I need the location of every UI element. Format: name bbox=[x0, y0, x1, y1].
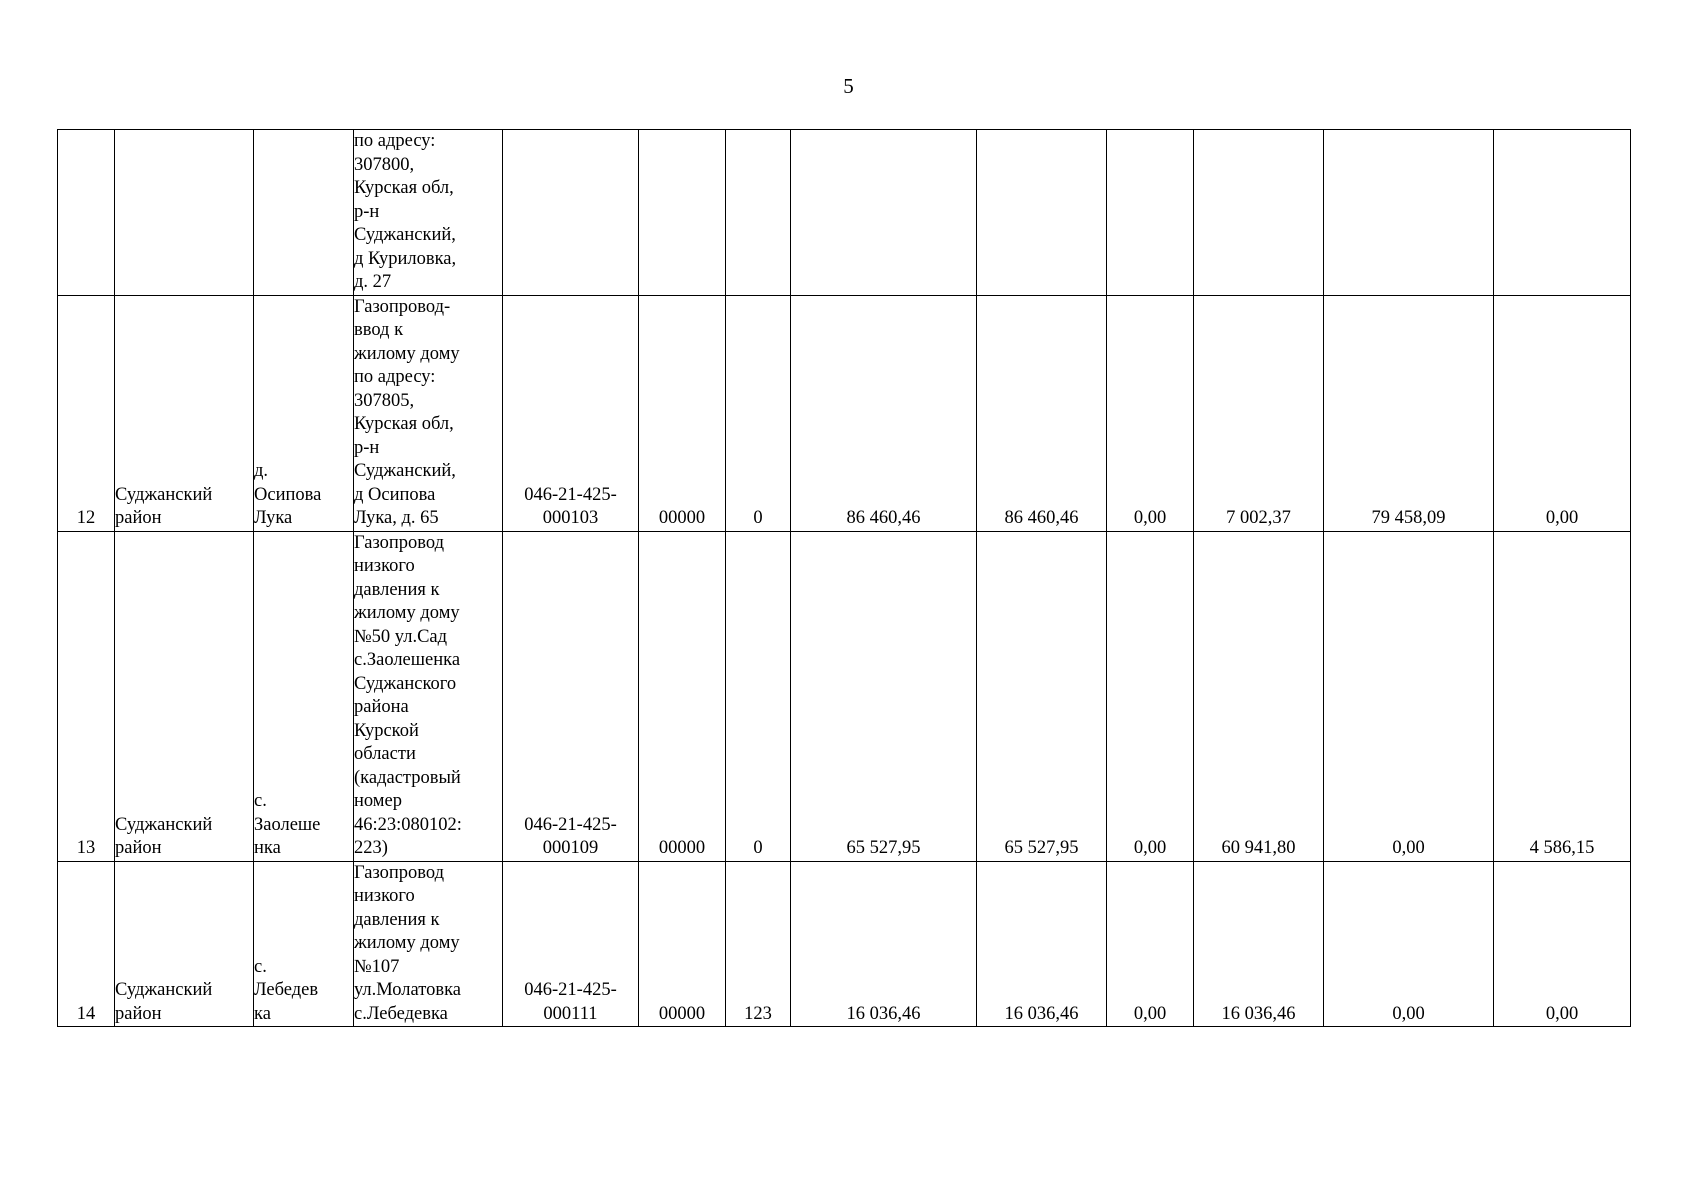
value-cell: 65 527,95 bbox=[791, 531, 977, 861]
value-cell: 16 036,46 bbox=[791, 861, 977, 1027]
settlement-cell: д. Осипова Лука bbox=[254, 295, 354, 531]
table-row bbox=[58, 531, 1631, 861]
value-cell: 16 036,46 bbox=[1194, 861, 1324, 1027]
row-number: 14 bbox=[58, 861, 115, 1027]
table-row bbox=[58, 130, 1631, 296]
row-number bbox=[58, 130, 115, 296]
inventory-code-cell bbox=[503, 130, 639, 296]
object-name-cell: Газопровод- ввод к жилому дому по адресу: 307805, Курская обл, р-н Суджанский, д Осипова Лука, д. 65 bbox=[354, 295, 503, 531]
value-cell: 0,00 bbox=[1324, 531, 1494, 861]
district-cell: Суджанский район bbox=[115, 295, 254, 531]
table-row bbox=[58, 861, 1631, 1027]
value-cell bbox=[791, 130, 977, 296]
page-number: 5 bbox=[843, 74, 854, 98]
value-cell: 0,00 bbox=[1107, 295, 1194, 531]
value-cell: 0 bbox=[726, 295, 791, 531]
table-row bbox=[58, 295, 1631, 531]
value-cell bbox=[726, 130, 791, 296]
value-cell: 86 460,46 bbox=[977, 295, 1107, 531]
value-cell bbox=[1194, 130, 1324, 296]
value-cell: 00000 bbox=[639, 531, 726, 861]
value-cell: 60 941,80 bbox=[1194, 531, 1324, 861]
settlement-cell: с. Лебедев ка bbox=[254, 861, 354, 1027]
row-number: 12 bbox=[58, 295, 115, 531]
value-cell bbox=[1107, 130, 1194, 296]
value-cell: 123 bbox=[726, 861, 791, 1027]
object-name-cell: Газопровод низкого давления к жилому дому №50 ул.Сад с.Заолешенка Суджанского района Курской области (кадастровый номер 46:23:080102: 223) bbox=[354, 531, 503, 861]
value-cell: 0,00 bbox=[1494, 295, 1631, 531]
objects-table bbox=[57, 129, 1631, 1027]
inventory-code-cell: 046-21-425- 000109 bbox=[503, 531, 639, 861]
value-cell: 0,00 bbox=[1107, 531, 1194, 861]
value-cell: 00000 bbox=[639, 861, 726, 1027]
inventory-code-cell: 046-21-425- 000111 bbox=[503, 861, 639, 1027]
value-cell bbox=[639, 130, 726, 296]
settlement-cell bbox=[254, 130, 354, 296]
value-cell bbox=[977, 130, 1107, 296]
value-cell: 0,00 bbox=[1324, 861, 1494, 1027]
value-cell: 86 460,46 bbox=[791, 295, 977, 531]
inventory-code-cell: 046-21-425- 000103 bbox=[503, 295, 639, 531]
value-cell: 16 036,46 bbox=[977, 861, 1107, 1027]
value-cell bbox=[1494, 130, 1631, 296]
value-cell: 79 458,09 bbox=[1324, 295, 1494, 531]
value-cell: 00000 bbox=[639, 295, 726, 531]
value-cell: 7 002,37 bbox=[1194, 295, 1324, 531]
value-cell: 0,00 bbox=[1494, 861, 1631, 1027]
district-cell bbox=[115, 130, 254, 296]
object-name-cell: Газопровод низкого давления к жилому дому №107 ул.Молатовка с.Лебедевка bbox=[354, 861, 503, 1027]
row-number: 13 bbox=[58, 531, 115, 861]
value-cell: 65 527,95 bbox=[977, 531, 1107, 861]
value-cell: 4 586,15 bbox=[1494, 531, 1631, 861]
settlement-cell: с. Заолеше нка bbox=[254, 531, 354, 861]
object-name-cell: по адресу: 307800, Курская обл, р-н Суджанский, д Куриловка, д. 27 bbox=[354, 130, 503, 296]
value-cell: 0 bbox=[726, 531, 791, 861]
value-cell: 0,00 bbox=[1107, 861, 1194, 1027]
value-cell bbox=[1324, 130, 1494, 296]
district-cell: Суджанский район bbox=[115, 861, 254, 1027]
district-cell: Суджанский район bbox=[115, 531, 254, 861]
